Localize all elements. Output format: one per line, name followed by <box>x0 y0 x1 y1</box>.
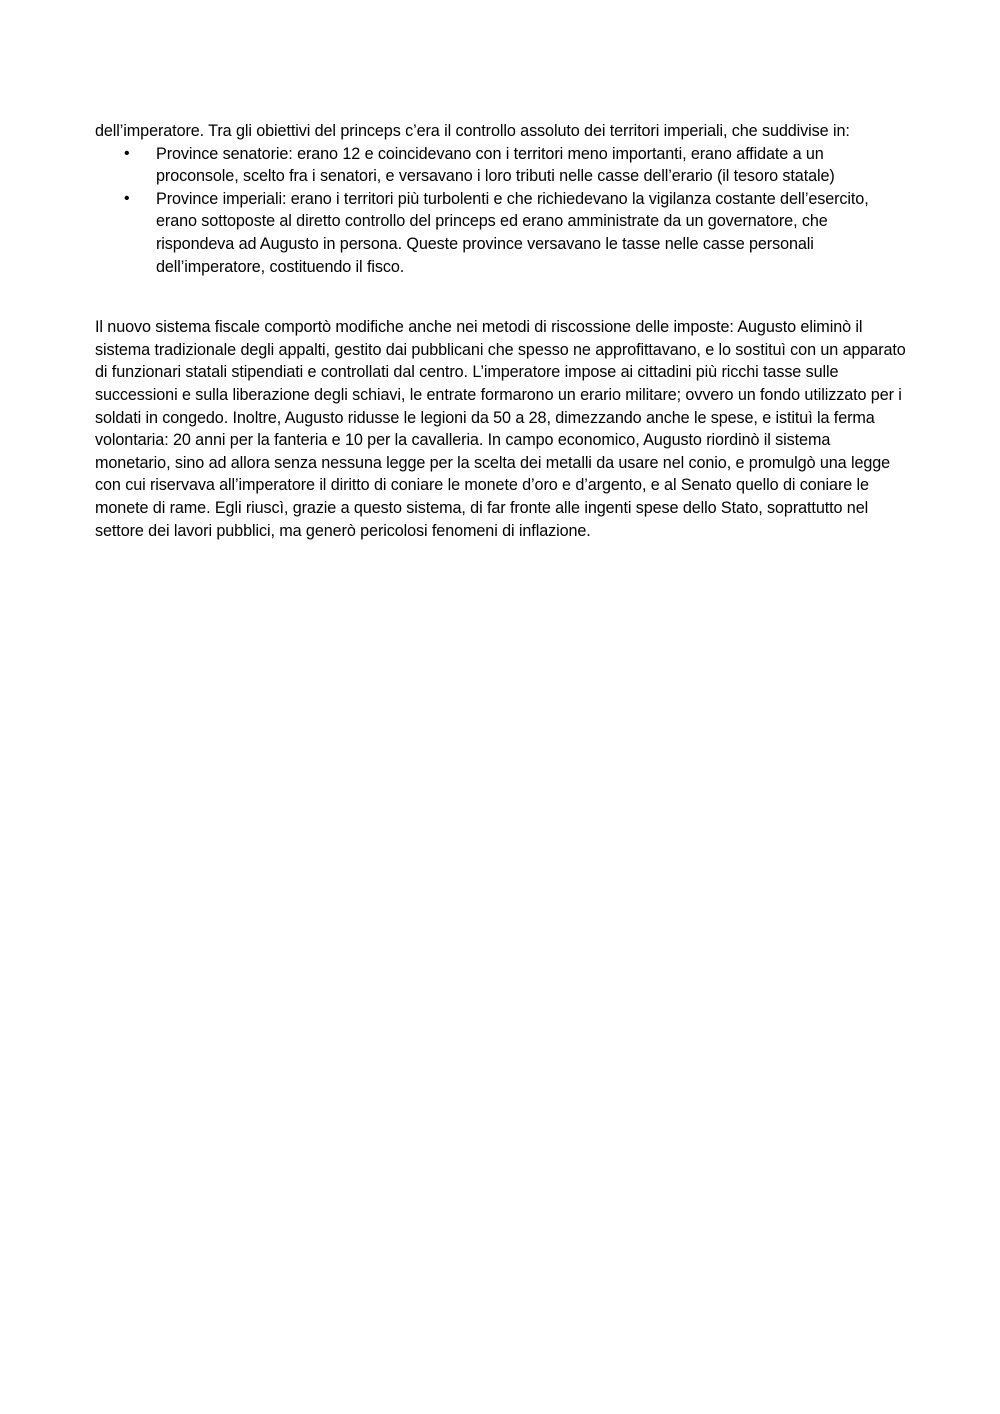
paragraph-spacer <box>95 278 907 316</box>
province-list <box>95 143 907 279</box>
body-paragraph: Il nuovo sistema fiscale comportò modifiche anche nei metodi di riscossione delle imposte: Augusto eliminò il sistema tradizionale degli appalti, gestito dai pubblicani che spesso ne approfittavano, e lo sostituì con un apparato di funzionari statali stipendiati e controllati dal centro. L’imperatore impose ai cittadini più ricchi tasse sulle successioni e sulla liberazione degli schiavi, le entrate formarono un erario militare; ovvero un fondo utilizzato per i soldati in congedo. Inoltre, Augusto ridusse le legioni da 50 a 28, dimezzando anche le spese, e istituì la ferma volontaria: 20 anni per la fanteria e 10 per la cavalleria. In campo economico, Augusto riordinò il sistema monetario, sino ad allora senza nessuna legge per la scelta dei metalli da usare nel conio, e promulgò una legge con cui riservava all’imperatore il diritto di coniare le monete d’oro e d’argento, e al Senato quello di coniare le monete di rame. Egli riuscì, grazie a questo sistema, di far fronte alle ingenti spese dello Stato, soprattutto nel settore dei lavori pubblici, ma generò pericolosi fenomeni di inflazione. <box>95 318 906 540</box>
list-item <box>95 188 907 278</box>
list-item-text: Province senatorie: erano 12 e coincidevano con i territori meno importanti, erano affidate a un proconsole, scelto fra i senatori, e versavano i loro tributi nelle casse dell’erario (il tesoro statale) <box>156 144 835 186</box>
intro-paragraph: dell’imperatore. Tra gli obiettivi del princeps c’era il controllo assoluto dei territori imperiali, che suddivise in: <box>95 122 850 140</box>
list-item-text: Province imperiali: erano i territori più turbolenti e che richiedevano la vigilanza costante dell’esercito, erano sottoposte al diretto controllo del princeps ed erano amministrate da un governatore, che rispondeva ad Augusto in persona. Queste province versavano le tasse nelle casse personali dell’imperatore, costituendo il fisco. <box>156 189 869 276</box>
bullet-icon: • <box>124 144 130 162</box>
list-item <box>95 143 907 188</box>
bullet-icon: • <box>124 189 130 207</box>
document-page <box>95 120 907 542</box>
